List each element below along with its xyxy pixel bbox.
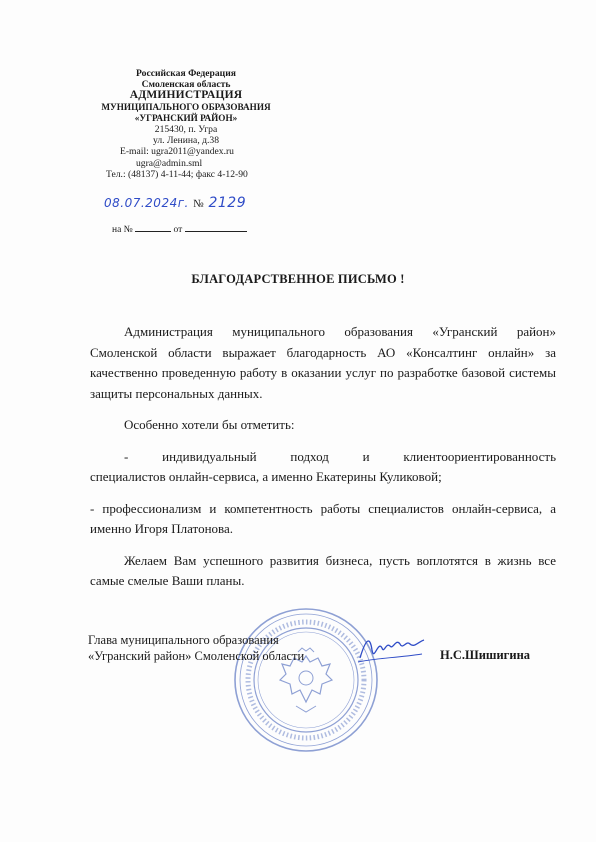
reference-number-blank — [135, 231, 171, 232]
signatory-position-line2: «Угранский район» Смоленской области — [88, 649, 305, 663]
reference-prefix: на № — [112, 225, 133, 235]
outgoing-number — [104, 195, 246, 211]
letterhead-country: Российская Федерация — [136, 68, 236, 79]
outgoing-date: 08.07.2024г. — [104, 196, 189, 210]
letter-body — [90, 322, 556, 592]
reference-line — [112, 225, 247, 235]
letterhead-email2: ugra@admin.sml — [136, 157, 203, 169]
letterhead-postal: 215430, п. Угра — [154, 124, 218, 136]
paragraph-highlight-1-line1: - индивидуальный подход и клиентоориентированность — [124, 448, 556, 464]
letterhead-district: «УГРАНСКИЙ РАЙОН» — [134, 112, 238, 123]
outgoing-number-value: 2129 — [208, 195, 247, 211]
outgoing-number-sign: № — [193, 198, 205, 210]
paragraph-highlights-intro: Особенно хотели бы отметить: — [124, 417, 295, 432]
signatory-position — [88, 632, 304, 664]
signatory-position-line1: Глава муниципального образования — [88, 633, 279, 647]
document-title: БЛАГОДАРСТВЕННОЕ ПИСЬМО ! — [191, 272, 405, 286]
letterhead-email1: E-mail: ugra2011@yandex.ru — [120, 146, 234, 158]
letterhead — [86, 68, 286, 180]
paragraph-highlight-2: - профессионализм и компетентность работы специалистов онлайн-сервиса, а именно Игоря Платонова. — [90, 500, 556, 536]
paragraph-wishes: Желаем Вам успешного развития бизнеса, пусть воплотятся в жизнь все самые смелые Ваши планы. — [90, 552, 556, 588]
signatory-name: Н.С.Шишигина — [440, 648, 531, 662]
letterhead-admin: АДМИНИСТРАЦИЯ — [129, 89, 243, 102]
letterhead-phone: Тел.: (48137) 4-11-44; факс 4-12-90 — [106, 168, 248, 180]
letterhead-region: Смоленская область — [141, 79, 231, 91]
paragraph-highlight-1-line2: специалистов онлайн-сервиса, а именно Екатерины Куликовой; — [90, 469, 442, 484]
paragraph-gratitude: Администрация муниципального образования «Угранский район» Смоленской области выражает благодарность АО «Консалтинг онлайн» за качественно проведенную работу в оказании услуг по разработке базовой системы защиты персональных данных. — [90, 324, 556, 401]
reference-date-blank — [185, 231, 247, 232]
reference-middle: от — [173, 225, 183, 235]
letterhead-municipal: МУНИЦИПАЛЬНОГО ОБРАЗОВАНИЯ — [101, 101, 271, 112]
handwritten-signature-icon — [356, 628, 426, 668]
letterhead-street: ул. Ленина, д.38 — [153, 135, 219, 147]
